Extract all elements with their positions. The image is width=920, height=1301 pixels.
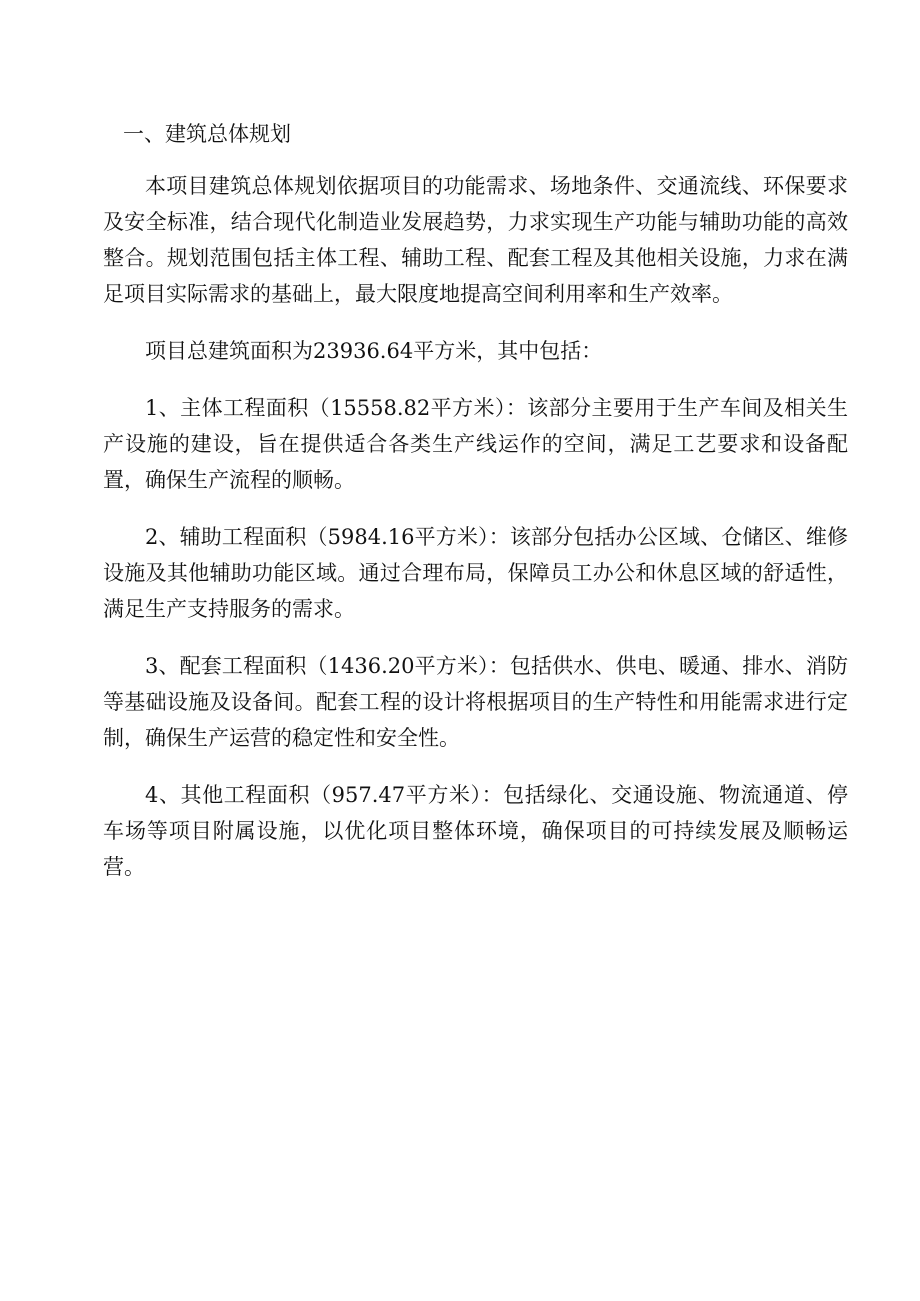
intro-paragraph: 本项目建筑总体规划依据项目的功能需求、场地条件、交通流线、环保要求及安全标准，结合现代化制造业发展趋势，力求实现生产功能与辅助功能的高效整合。规划范围包括主体工程、辅助工程、配套工程及其他相关设施，力求在满足项目实际需求的基础上，最大限度地提高空间利用率和生产效率。 (103, 174, 848, 306)
item-other-works: 4、其他工程面积（957.47平方米）：包括绿化、交通设施、物流通道、停车场等项目附属设施，以优化项目整体环境，确保项目的可持续发展及顺畅运营。 (103, 783, 848, 879)
document-body (103, 108, 848, 898)
section-heading: 一、建筑总体规划 (123, 122, 291, 146)
item-main-works: 1、主体工程面积（15558.82平方米）：该部分主要用于生产车间及相关生产设施的建设，旨在提供适合各类生产线运作的空间，满足工艺要求和设备配置，确保生产流程的顺畅。 (103, 396, 848, 492)
total-area-paragraph: 项目总建筑面积为23936.64平方米，其中包括： (145, 339, 603, 363)
item-supporting-works: 3、配套工程面积（1436.20平方米）：包括供水、供电、暖通、排水、消防等基础设施及设备间。配套工程的设计将根据项目的生产特性和用能需求进行定制，确保生产运营的稳定性和安全性。 (103, 654, 848, 750)
item-auxiliary-works: 2、辅助工程面积（5984.16平方米）：该部分包括办公区域、仓储区、维修设施及其他辅助功能区域。通过合理布局，保障员工办公和休息区域的舒适性，满足生产支持服务的需求。 (103, 525, 848, 621)
